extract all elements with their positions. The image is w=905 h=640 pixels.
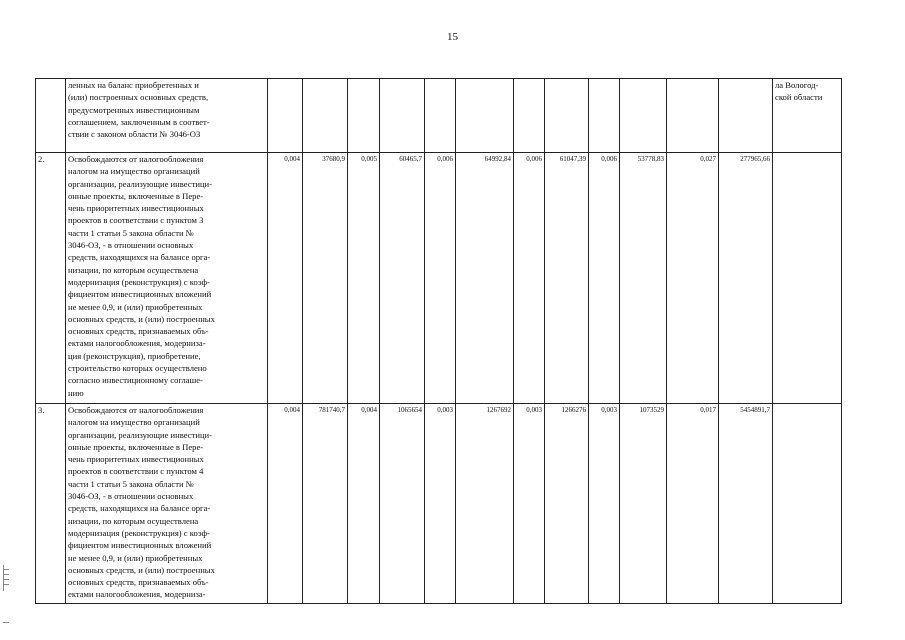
table-row	[36, 79, 842, 153]
value-cell	[303, 79, 348, 153]
description-line: ектами налогообложения, модерниза-	[68, 338, 206, 349]
row-description	[66, 79, 268, 153]
value-cell	[268, 79, 303, 153]
description-line: проектов в соответствии с пунктом 3	[68, 215, 204, 226]
table-row	[36, 153, 842, 404]
value-cell: 0,006	[425, 153, 456, 404]
row-note	[773, 153, 842, 404]
row-number	[36, 79, 66, 153]
row-note	[773, 79, 842, 153]
description-line: основных средств, и (или) построенных	[68, 313, 215, 324]
note-line: ской области	[775, 92, 823, 103]
value-cell: 781740,7	[303, 404, 348, 604]
row-number: 3.	[36, 404, 66, 604]
description-line: налогом на имущество организаций	[68, 166, 200, 177]
value-cell: 0,003	[514, 404, 545, 604]
value-cell	[348, 79, 380, 153]
description-line: онные проекты, включенные в Пере-	[68, 190, 204, 201]
value-cell	[456, 79, 514, 153]
value-cell: 53778,83	[620, 153, 667, 404]
value-cell: 0,004	[348, 404, 380, 604]
description-line: проектов в соответствии с пунктом 4	[68, 466, 204, 477]
note-line: ла Вологод-	[775, 80, 819, 90]
value-cell: 277965,66	[719, 153, 773, 404]
description-line: части 1 статьи 5 закона области №	[68, 227, 194, 238]
description-line: Освобождаются от налогообложения	[68, 405, 204, 415]
value-cell: 37680,9	[303, 153, 348, 404]
description-line: организации, реализующие инвестици-	[68, 429, 212, 440]
value-cell: 5454891,7	[719, 404, 773, 604]
value-cell	[589, 79, 620, 153]
row-description	[66, 404, 268, 604]
description-line: средств, находящихся на балансе орга-	[68, 252, 211, 263]
description-line: части 1 статьи 5 закона области №	[68, 478, 194, 489]
description-line: онные проекты, включенные в Пере-	[68, 441, 204, 452]
scan-edge-marks	[3, 565, 9, 591]
description-line: строительство которых осуществлено	[68, 363, 207, 374]
description-line: основных средств, признаваемых объ-	[68, 326, 209, 337]
description-line: ектами налогообложения, модерниза-	[68, 589, 206, 600]
value-cell: 1266276	[545, 404, 589, 604]
table-row	[36, 404, 842, 604]
description-line: низации, по которым осуществлена	[68, 515, 199, 526]
description-line: 3046-ОЗ, - в отношении основных	[68, 240, 194, 251]
description-line: организации, реализующие инвестици-	[68, 178, 212, 189]
description-line: не менее 0,9, и (или) приобретенных	[68, 552, 203, 563]
value-cell: 0,006	[589, 153, 620, 404]
description-line: соглашением, заключенным в соответ-	[68, 116, 210, 127]
description-line: 3046-ОЗ, - в отношении основных	[68, 491, 194, 502]
description-line: ствии с законом области № 3046-ОЗ	[68, 129, 201, 140]
value-cell: 0,004	[268, 153, 303, 404]
description-line: низации, по которым осуществлена	[68, 264, 199, 275]
description-line: ция (реконструкция), приобретение,	[68, 350, 201, 361]
row-description	[66, 153, 268, 404]
value-cell: 1065654	[380, 404, 425, 604]
description-line: модернизация (реконструкция) с коэф-	[68, 527, 210, 538]
description-line: основных средств, и (или) построенных	[68, 564, 215, 575]
value-cell: 64992,84	[456, 153, 514, 404]
value-cell	[380, 79, 425, 153]
value-cell	[719, 79, 773, 153]
description-line: не менее 0,9, и (или) приобретенных	[68, 301, 203, 312]
description-line: нию	[68, 387, 84, 398]
value-cell	[514, 79, 545, 153]
page-number: 15	[447, 31, 458, 43]
value-cell: 0,027	[667, 153, 719, 404]
description-line: налогом на имущество организаций	[68, 417, 200, 428]
description-line: (или) построенных основных средств,	[68, 92, 209, 103]
description-line: фициентом инвестиционных вложений	[68, 540, 212, 551]
value-cell: 0,006	[514, 153, 545, 404]
description-line: модернизация (реконструкция) с коэф-	[68, 276, 210, 287]
row-number: 2.	[36, 153, 66, 404]
description-line: Освобождаются от налогообложения	[68, 154, 204, 164]
value-cell	[545, 79, 589, 153]
value-cell	[667, 79, 719, 153]
value-cell: 0,017	[667, 404, 719, 604]
value-cell: 61047,39	[545, 153, 589, 404]
description-line: чень приоритетных инвестиционных	[68, 454, 204, 465]
description-line: согласно инвестиционному соглаше-	[68, 375, 203, 386]
description-line: средств, находящихся на балансе орга-	[68, 503, 211, 514]
description-line: основных средств, признаваемых объ-	[68, 577, 209, 588]
value-cell	[620, 79, 667, 153]
description-line: ленных на баланс приобретенных и	[68, 80, 199, 90]
value-cell: 0,003	[589, 404, 620, 604]
description-line: предусмотренных инвестиционным	[68, 104, 200, 115]
tax-benefit-table	[35, 78, 842, 604]
scan-edge-dash	[3, 622, 9, 623]
value-cell: 0,005	[348, 153, 380, 404]
value-cell: 0,003	[425, 404, 456, 604]
value-cell: 60465,7	[380, 153, 425, 404]
value-cell: 1267692	[456, 404, 514, 604]
value-cell: 0,004	[268, 404, 303, 604]
value-cell	[425, 79, 456, 153]
description-line: чень приоритетных инвестиционных	[68, 203, 204, 214]
value-cell: 1073529	[620, 404, 667, 604]
row-note	[773, 404, 842, 604]
description-line: фициентом инвестиционных вложений	[68, 289, 212, 300]
